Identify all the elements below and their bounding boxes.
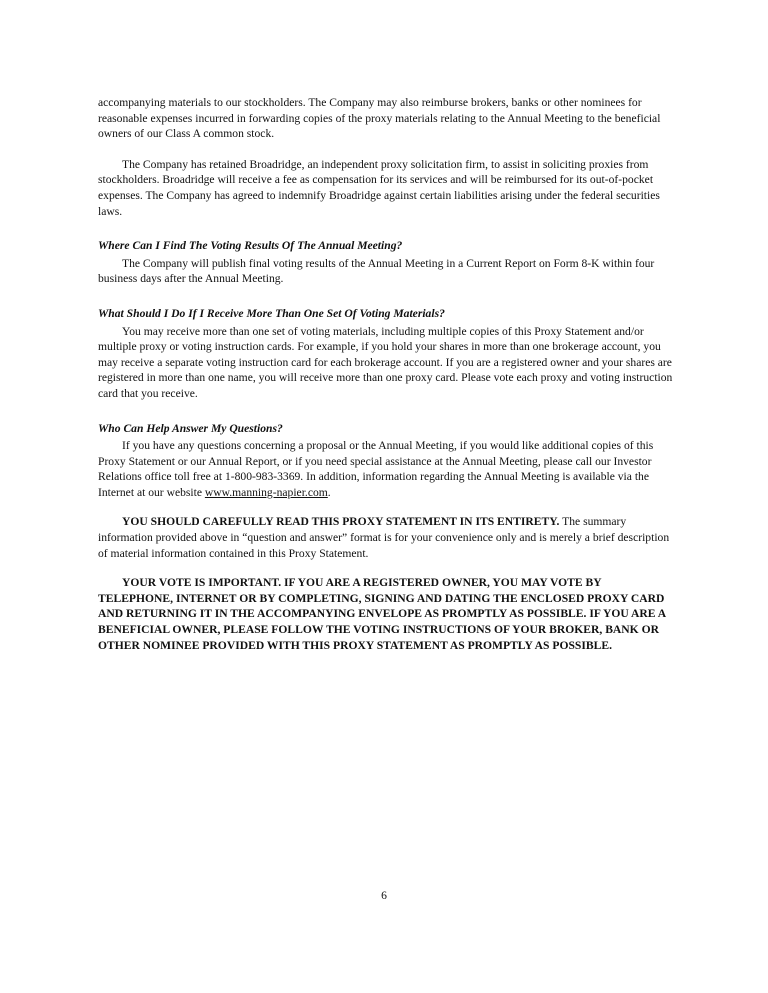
document-body <box>98 95 673 653</box>
paragraph-multiple-sets: You may receive more than one set of voting materials, including multiple copies of this Proxy Statement and/or multiple proxy or voting instruction cards. For example, if you hold your shares in more than one brokerage account, you may receive a separate voting instruction card for each brokerage account. If you are a registered owner and your shares are registered in more than one name, you will receive more than one proxy card. Please vote each proxy and voting instruction card that you receive. <box>98 324 673 400</box>
read-notice-bold: YOU SHOULD CAREFULLY READ THIS PROXY STATEMENT IN ITS ENTIRETY. <box>122 515 560 529</box>
read-notice-rest: The summary information provided above in “question and answer” format is for your convenience only and is merely a brief description of material information contained in this Proxy Statement. <box>98 515 670 560</box>
questions-text-end: . <box>327 485 331 499</box>
heading-voting-results: Where Can I Find The Voting Results Of The Annual Meeting? <box>98 239 403 253</box>
paragraph-questions <box>98 438 673 500</box>
paragraph-broadridge: The Company has retained Broadridge, an independent proxy solicitation firm, to assist in soliciting proxies from stockholders. Broadridge will receive a fee as compensation for its services and will be reimbursed for its out-of-pocket expenses. The Company has agreed to indemnify Broadridge against certain liabilities arising under the federal securities laws. <box>98 157 660 218</box>
heading-multiple-sets: What Should I Do If I Receive More Than One Set Of Voting Materials? <box>98 306 445 320</box>
paragraph-continuation: accompanying materials to our stockholders. The Company may also reimburse brokers, banks or other nominees for reasonable expenses incurred in forwarding copies of the proxy materials relating to the Annual Meeting to the beneficial owners of our Class A common stock. <box>98 96 661 141</box>
paragraph-voting-results: The Company will publish final voting results of the Annual Meeting in a Current Report on Form 8-K within four business days after the Annual Meeting. <box>98 256 655 286</box>
heading-questions: Who Can Help Answer My Questions? <box>98 421 283 435</box>
website-link[interactable]: www.manning-napier.com <box>204 485 328 499</box>
paragraph-read-notice <box>98 514 673 561</box>
questions-text: If you have any questions concerning a proposal or the Annual Meeting, if you would like additional copies of this Proxy Statement or our Annual Report, or if you need special assistance at the Annual Meeting, please call our Investor Relations office toll free at 1-800-983-3369. In addition, information regarding the Annual Meeting is available via the Internet at our website <box>98 439 654 499</box>
paragraph-vote-notice: YOUR VOTE IS IMPORTANT. IF YOU ARE A REGISTERED OWNER, YOU MAY VOTE BY TELEPHONE, INTERNET OR BY COMPLETING, SIGNING AND DATING THE ENCLOSED PROXY CARD AND RETURNING IT IN THE ACCOMPANYING ENVELOPE AS PROMPTLY AS POSSIBLE. IF YOU ARE A BENEFICIAL OWNER, PLEASE FOLLOW THE VOTING INSTRUCTIONS OF YOUR BROKER, BANK OR OTHER NOMINEE PROVIDED WITH THIS PROXY STATEMENT AS PROMPTLY AS POSSIBLE. <box>98 576 666 652</box>
page-number: 6 <box>381 889 387 902</box>
